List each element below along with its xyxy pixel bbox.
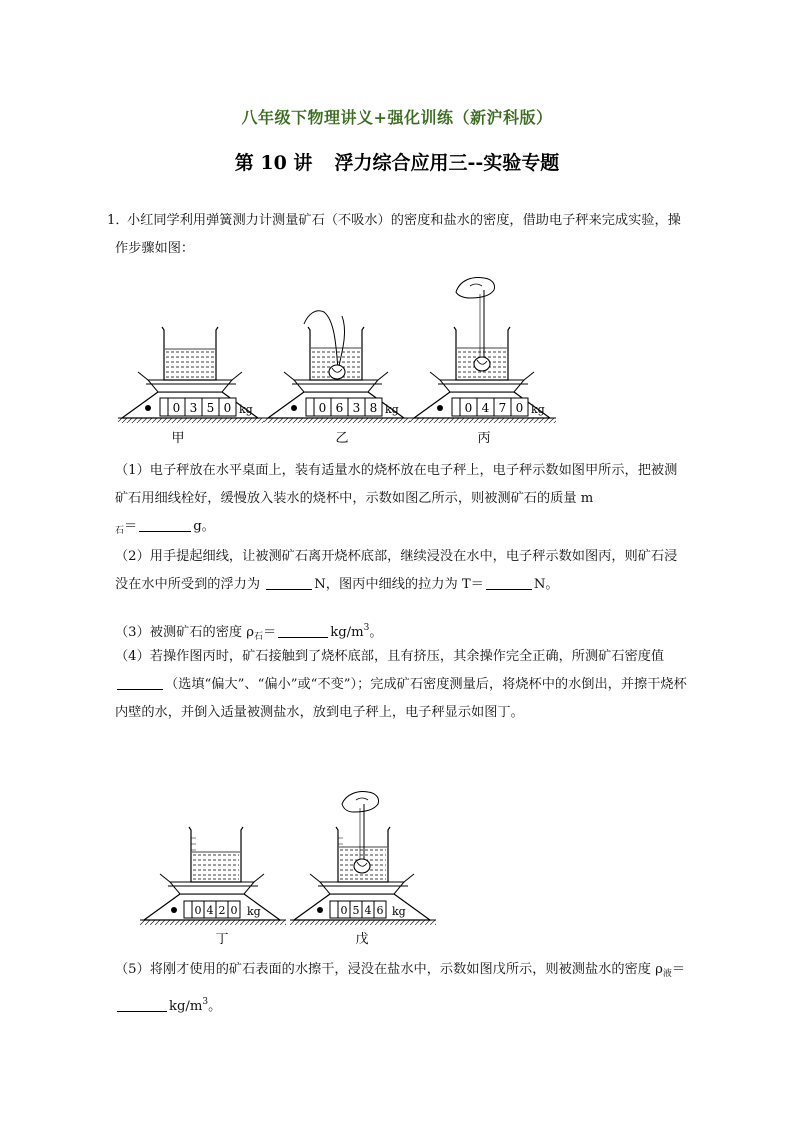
part-4-text: （4）若操作图丙时，矿石接触到了烧杯底部，且有挤压，其余操作完全正确，所测矿石密度值 [115, 649, 665, 664]
digit: 8 [369, 401, 378, 415]
part-2-text-b: N，图丙中细线的拉力为 T＝ [314, 577, 484, 592]
digit: 0 [223, 401, 232, 415]
digit: 0 [230, 904, 238, 917]
digit: 5 [352, 904, 360, 917]
digit: 4 [206, 904, 214, 917]
digit: 7 [498, 401, 507, 415]
scale-panel-ding [140, 827, 286, 947]
subscript-stone: 石 [115, 526, 125, 536]
digit: 0 [172, 401, 181, 415]
part-3-text: （3）被测矿石的密度 ρ [115, 625, 255, 640]
unit-label: kg [531, 403, 545, 416]
part-1-text: （1）电子秤放在水平桌面上，装有适量水的烧杯放在电子秤上，电子秤示数如图甲所示，把被测矿石用细线栓好，缓慢放入装水的烧杯中，示数如图乙所示，则被测矿石的质量 m [115, 463, 678, 506]
answer-blank-saltwater-density[interactable] [117, 997, 167, 1012]
question-1-part-5 [115, 956, 687, 1021]
question-number: 1． [107, 213, 129, 228]
question-1-part-2 [115, 543, 687, 599]
panel-label-yi: 乙 [335, 431, 349, 446]
document-subtitle: 八年级下物理讲义+强化训练（新沪科版） [241, 108, 553, 127]
superscript-3: 3 [363, 623, 370, 633]
subscript-liquid: 液 [662, 969, 672, 979]
scale-panel-bing [410, 278, 556, 446]
lecture-number: 第 10 讲 [234, 152, 313, 174]
digit: 0 [464, 401, 473, 415]
part-5-text: （5）将刚才使用的矿石表面的水擦干，浸没在盐水中，示数如图戊所示，则被测盐水的密度 ρ [115, 962, 663, 977]
digit: 5 [206, 401, 215, 415]
digit: 6 [376, 904, 384, 917]
lecture-title [0, 148, 794, 175]
figure-top-scales [118, 272, 558, 450]
digit: 2 [218, 904, 226, 917]
unit-density: kg/m [169, 999, 203, 1014]
question-1-part-4 [115, 643, 687, 727]
digit: 0 [318, 401, 327, 415]
question-1-text: 小红同学利用弹簧测力计测量矿石（不吸水）的密度和盐水的密度，借助电子秤来完成实验，操作步骤如图： [115, 213, 681, 256]
part-2-text: （2）用手提起细线，让被测矿石离开烧杯底部，继续浸没在水中，电子秤示数如图丙，则矿石浸没在水中所受到的浮力为 [115, 549, 678, 592]
answer-blank-buoyancy[interactable] [266, 575, 312, 590]
unit-label: kg [239, 403, 253, 416]
scale-panel-yi [264, 311, 410, 446]
unit-g: g。 [193, 519, 215, 534]
question-1-part-1 [115, 457, 687, 545]
answer-blank-bias[interactable] [117, 675, 163, 690]
unit-label: kg [385, 403, 399, 416]
panel-label-wu: 戊 [355, 932, 369, 947]
digit: 4 [364, 904, 372, 917]
digit: 3 [352, 401, 361, 415]
unit-density: kg/m [330, 625, 364, 640]
panel-label-jia: 甲 [171, 431, 185, 446]
equals-sign: ＝ [263, 625, 277, 640]
digit: 0 [340, 904, 348, 917]
answer-blank-mass[interactable] [139, 517, 191, 532]
period: 。 [369, 625, 383, 640]
answer-blank-tension[interactable] [486, 575, 532, 590]
part-4-text-b: （选填“偏大”、“偏小”或“不变”）；完成矿石密度测量后，将烧杯中的水倒出，并擦干烧杯内壁的水，并倒入适量被测盐水，放到电子秤上，电子秤显示如图丁。 [115, 677, 687, 720]
question-1-intro [107, 207, 687, 263]
unit-label: kg [392, 905, 406, 918]
digit: 6 [335, 401, 344, 415]
part-2-text-c: N。 [533, 577, 559, 592]
subscript-stone: 石 [254, 632, 264, 642]
equals-sign: ＝ [671, 962, 686, 977]
figure-bottom-scales [140, 790, 440, 958]
superscript-3: 3 [202, 997, 209, 1007]
lecture-topic: 浮力综合应用三--实验专题 [334, 152, 560, 174]
unit-label: kg [247, 905, 261, 918]
digit: 0 [194, 904, 202, 917]
panel-label-ding: 丁 [215, 932, 229, 947]
scale-panel-wu [290, 792, 436, 948]
digit: 0 [515, 401, 524, 415]
panel-label-bing: 丙 [477, 431, 491, 446]
answer-blank-stone-density[interactable] [278, 623, 328, 638]
scale-panel-jia [118, 327, 264, 446]
digit: 4 [481, 401, 490, 415]
period: 。 [208, 999, 222, 1014]
digit: 3 [189, 401, 198, 415]
equals-sign: ＝ [124, 519, 138, 534]
